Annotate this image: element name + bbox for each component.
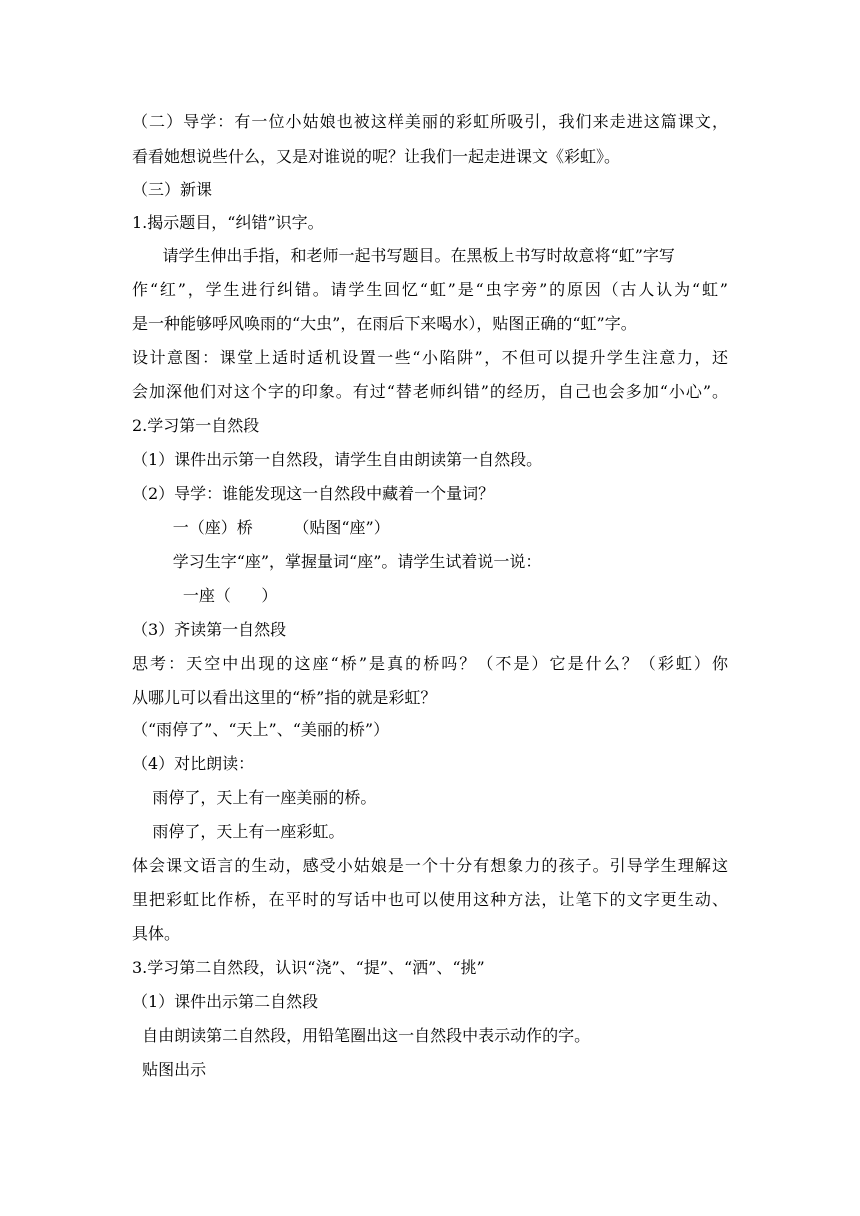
- text-line: 体会课文语言的生动，感受小姑娘是一个十分有想象力的孩子。引导学生理解这: [132, 856, 728, 875]
- text-line: 里把彩虹比作桥，在平时的写话中也可以使用这种方法，让笔下的文字更生动、: [132, 890, 728, 909]
- text-line: 具体。: [132, 924, 181, 943]
- text-line: （二）导学：有一位小姑娘也被这样美丽的彩虹所吸引，我们来走进这篇课文，: [132, 112, 728, 131]
- text-line: 请学生伸出手指，和老师一起书写题目。在黑板上书写时故意将“虹”字写: [132, 246, 675, 265]
- text-line: 雨停了，天上有一座彩虹。: [132, 822, 345, 841]
- text-line: 作“红”，学生进行纠错。请学生回忆“虹”是“虫字旁”的原因（古人认为“虹”: [132, 280, 728, 299]
- text-line: 看看她想说些什么，又是对谁说的呢？让我们一起走进课文《彩虹》。: [132, 147, 621, 166]
- text-line: （1）课件出示第一自然段，请学生自由朗读第一自然段。: [132, 450, 543, 469]
- text-line: 自由朗读第二自然段，用铅笔圈出这一自然段中表示动作的字。: [132, 1026, 591, 1045]
- text-line: 思考：天空中出现的这座“桥”是真的桥吗？（不是）它是什么？（彩虹）你: [132, 654, 728, 673]
- numbered-heading: 1.揭示题目，“纠错”识字。: [132, 213, 324, 232]
- text-line: （1）课件出示第二自然段: [132, 992, 319, 1011]
- text-line: 会加深他们对这个字的印象。有过“替老师纠错”的经历，自己也会多加“小心”。: [132, 382, 728, 401]
- numbered-heading: 3.学习第二自然段，认识“浇”、“提”、“洒”、“挑”: [132, 958, 485, 977]
- text-line: 一（座）桥 （贴图“座”）: [132, 518, 390, 537]
- text-line: （2）导学：谁能发现这一自然段中藏着一个量词？: [132, 484, 495, 503]
- numbered-heading: 2.学习第一自然段: [132, 416, 260, 435]
- text-line: 设计意图：课堂上适时适机设置一些“小陷阱”，不但可以提升学生注意力，还: [132, 348, 728, 367]
- text-line: 是一种能够呼风唤雨的“大虫”，在雨后下来喝水），贴图正确的“虹”字。: [132, 314, 637, 333]
- text-line: （“雨停了”、“天上”、“美丽的桥”）: [132, 720, 390, 739]
- text-line: 学习生字“座”，掌握量词“座”。请学生试着说一说：: [132, 552, 542, 571]
- text-line: 雨停了，天上有一座美丽的桥。: [132, 788, 377, 807]
- text-line: （3）齐读第一自然段: [132, 620, 287, 639]
- section-heading: （三）新课: [132, 180, 213, 199]
- text-line: 从哪儿可以看出这里的“桥”指的就是彩虹？: [132, 688, 437, 707]
- text-line: （4）对比朗读：: [132, 754, 255, 773]
- text-line: 一座（ ）: [132, 586, 278, 605]
- text-line: 贴图出示: [132, 1060, 207, 1079]
